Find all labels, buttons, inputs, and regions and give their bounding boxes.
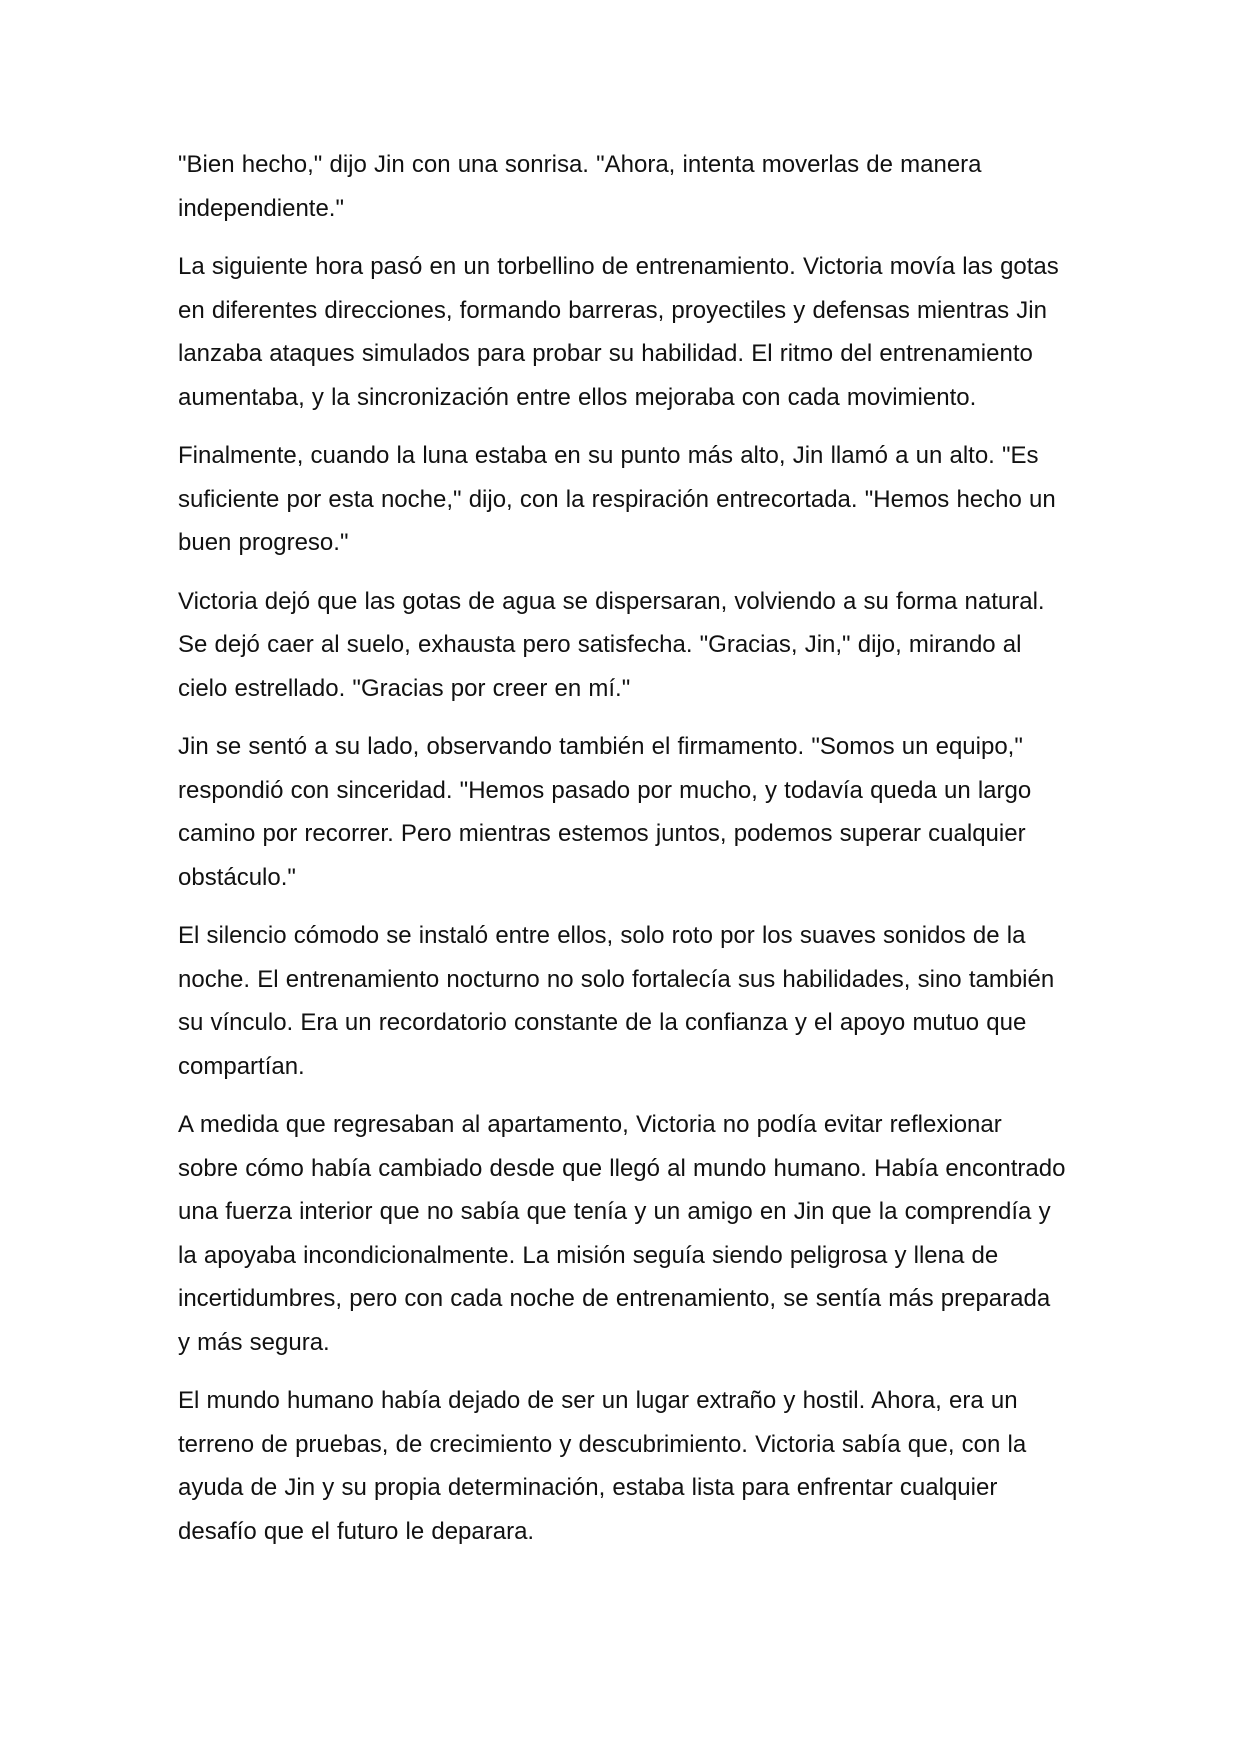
paragraph-7: A medida que regresaban al apartamento, Victoria no podía evitar reflexionar sobre cómo había cambiado desde que llegó al mundo humano. Había encontrado una fuerza interior que no sabía que tenía y un amigo en Jin que la comprendía y la apoyaba incondicionalmente. La misión seguía siendo peligrosa y llena de incertidumbres, pero con cada noche de entrenamiento, se sentía más preparada y más segura. [178, 1111, 1066, 1356]
paragraph-1: "Bien hecho," dijo Jin con una sonrisa. "Ahora, intenta moverlas de manera independiente." [178, 151, 982, 222]
paragraph-8: El mundo humano había dejado de ser un lugar extraño y hostil. Ahora, era un terreno de pruebas, de crecimiento y descubrimiento. Victoria sabía que, con la ayuda de Jin y su propia determinación, estaba lista para enfrentar cualquier desafío que el futuro le deparara. [178, 1387, 1027, 1545]
document-page [178, 143, 1068, 1568]
paragraph-3: Finalmente, cuando la luna estaba en su punto más alto, Jin llamó a un alto. "Es suficiente por esta noche," dijo, con la respiración entrecortada. "Hemos hecho un buen progreso." [178, 442, 1056, 556]
paragraph-6: El silencio cómodo se instaló entre ellos, solo roto por los suaves sonidos de la noche. El entrenamiento nocturno no solo fortalecía sus habilidades, sino también su vínculo. Era un recordatorio constante de la confianza y el apoyo mutuo que compartían. [178, 922, 1055, 1080]
paragraph-4: Victoria dejó que las gotas de agua se dispersaran, volviendo a su forma natural. Se dejó caer al suelo, exhausta pero satisfecha. "Gracias, Jin," dijo, mirando al cielo estrellado. "Gracias por creer en mí." [178, 587, 1045, 702]
paragraph-2: La siguiente hora pasó en un torbellino de entrenamiento. Victoria movía las gotas en diferentes direcciones, formando barreras, proyectiles y defensas mientras Jin lanzaba ataques simulados para probar su habilidad. El ritmo del entrenamiento aumentaba, y la sincronización entre ellos mejoraba con cada movimiento. [178, 253, 1059, 411]
paragraph-5: Jin se sentó a su lado, observando también el firmamento. "Somos un equipo," respondió con sinceridad. "Hemos pasado por mucho, y todavía queda un largo camino por recorrer. Pero mientras estemos juntos, podemos superar cualquier obstáculo." [178, 733, 1032, 891]
